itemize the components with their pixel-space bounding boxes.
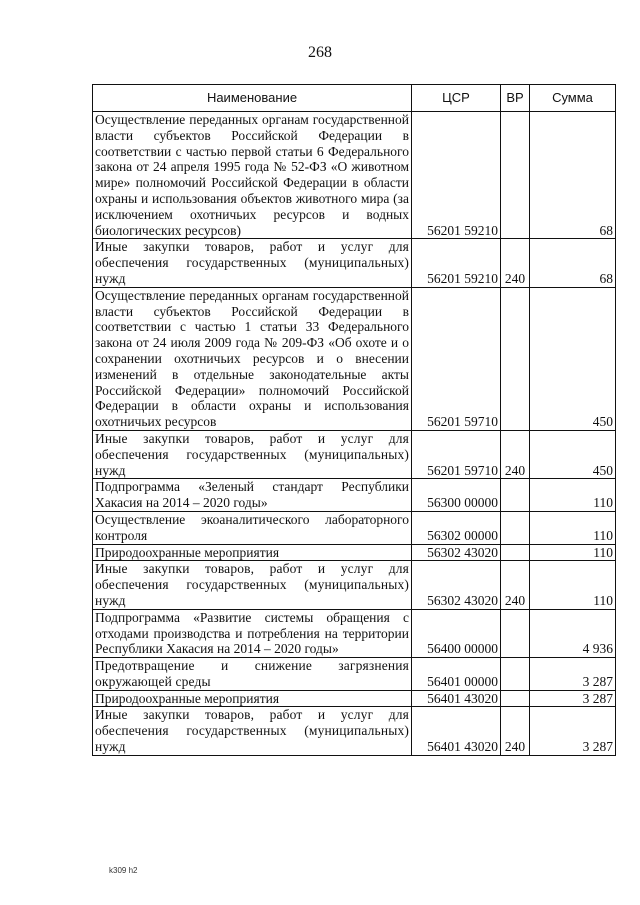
row-name: Подпрограмма «Зеленый стандарт Республики Хакасия на 2014 – 2020 годы» (93, 479, 412, 512)
row-vr (501, 287, 530, 430)
table-row (93, 479, 616, 512)
table-row (93, 511, 616, 544)
row-name: Природоохранные мероприятия (93, 544, 412, 561)
document-code: k309 h2 (109, 866, 138, 875)
table-row (93, 561, 616, 609)
row-code: 56201 59710 (412, 430, 501, 478)
row-sum: 68 (530, 112, 616, 239)
row-sum: 110 (530, 511, 616, 544)
row-sum: 110 (530, 561, 616, 609)
row-code: 56302 00000 (412, 511, 501, 544)
row-sum: 4 936 (530, 609, 616, 657)
row-name: Осуществление переданных органам государственной власти субъектов Российской Федерации в соответствии с частью 1 статьи 33 Федерального закона от 24 июля 2009 года № 209-ФЗ «Об охоте и о сохранении охотничьих ресурсов и о внесении изменений в отдельные законодательные акты Российской Федерации» полномочий Российской Федерации в области охраны и использования охотничьих ресурсов (93, 287, 412, 430)
row-code: 56401 43020 (412, 690, 501, 707)
row-name: Иные закупки товаров, работ и услуг для обеспечения государственных (муниципальных) нужд (93, 707, 412, 755)
header-code: ЦСР (412, 85, 501, 112)
row-name: Иные закупки товаров, работ и услуг для обеспечения государственных (муниципальных) нужд (93, 430, 412, 478)
table-row (93, 287, 616, 430)
row-name: Осуществление экоаналитического лабораторного контроля (93, 511, 412, 544)
row-code: 56302 43020 (412, 544, 501, 561)
row-code: 56400 00000 (412, 609, 501, 657)
page-number: 268 (308, 44, 332, 61)
row-sum: 110 (530, 479, 616, 512)
table-row (93, 112, 616, 239)
table-row (93, 609, 616, 657)
row-vr (501, 112, 530, 239)
row-vr (501, 511, 530, 544)
row-name: Осуществление переданных органам государственной власти субъектов Российской Федерации в соответствии с частью первой статьи 6 Федерального закона от 24 апреля 1995 года № 52-ФЗ «О животном мире» полномочий Российской Федерации в области охраны и использования объектов животного мира (за исключением охотничьих ресурсов и водных биологических ресурсов) (93, 112, 412, 239)
row-name: Иные закупки товаров, работ и услуг для обеспечения государственных (муниципальных) нужд (93, 239, 412, 287)
row-code: 56302 43020 (412, 561, 501, 609)
header-name: Наименование (93, 85, 412, 112)
row-code: 56201 59210 (412, 239, 501, 287)
header-sum: Сумма (530, 85, 616, 112)
row-vr (501, 609, 530, 657)
row-vr (501, 658, 530, 691)
row-name: Подпрограмма «Развитие системы обращения с отходами производства и потребления на территории Республики Хакасия на 2014 – 2020 годы» (93, 609, 412, 657)
row-code: 56401 43020 (412, 707, 501, 755)
table-row (93, 430, 616, 478)
table-row (93, 658, 616, 691)
row-code: 56201 59210 (412, 112, 501, 239)
row-name: Природоохранные мероприятия (93, 690, 412, 707)
row-code: 56201 59710 (412, 287, 501, 430)
row-vr: 240 (501, 430, 530, 478)
row-vr: 240 (501, 239, 530, 287)
row-name: Предотвращение и снижение загрязнения окружающей среды (93, 658, 412, 691)
row-sum: 68 (530, 239, 616, 287)
header-vr: ВР (501, 85, 530, 112)
row-code: 56300 00000 (412, 479, 501, 512)
row-name: Иные закупки товаров, работ и услуг для обеспечения государственных (муниципальных) нужд (93, 561, 412, 609)
row-sum: 450 (530, 287, 616, 430)
row-vr (501, 690, 530, 707)
row-vr (501, 479, 530, 512)
row-sum: 3 287 (530, 690, 616, 707)
row-sum: 110 (530, 544, 616, 561)
row-sum: 3 287 (530, 707, 616, 755)
table-row (93, 239, 616, 287)
table-row (93, 544, 616, 561)
row-vr: 240 (501, 561, 530, 609)
row-vr (501, 544, 530, 561)
row-vr: 240 (501, 707, 530, 755)
budget-table (92, 84, 616, 756)
table-header-row (93, 85, 616, 112)
row-sum: 3 287 (530, 658, 616, 691)
table-row (93, 707, 616, 755)
table-row (93, 690, 616, 707)
row-code: 56401 00000 (412, 658, 501, 691)
row-sum: 450 (530, 430, 616, 478)
